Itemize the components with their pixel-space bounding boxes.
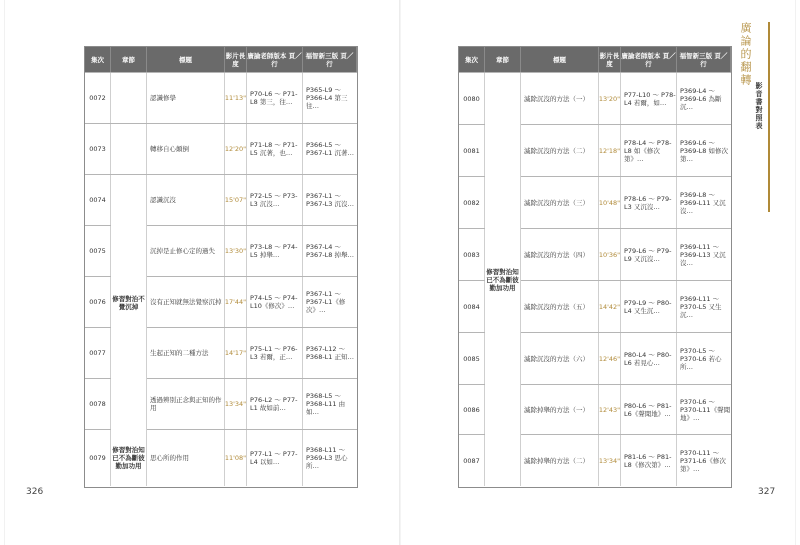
episode-cell: 0078 (85, 379, 111, 429)
old-page-cell: P79-L6 ～ P79-L9 又沉沒… (621, 229, 677, 280)
table-header (85, 47, 357, 73)
old-page-cell: P74-L5 ～ P74-L10《修次》… (247, 277, 303, 327)
new-page-cell: P369-L11 ～ P370-L5 又生沉… (680, 294, 722, 319)
episode-cell: 0072 (85, 73, 111, 123)
duration-cell: 12'18" (599, 125, 621, 176)
header-old-page: 廣論老師版本 頁／行 (247, 47, 303, 72)
episode-cell: 0084 (459, 281, 485, 332)
table-row (85, 73, 357, 124)
title-cell: 生起正知的二種方法 (147, 328, 225, 378)
header-new-page: 福智新三版 頁／行 (303, 47, 357, 72)
chapter-cell (111, 124, 147, 174)
episode-cell: 0085 (459, 333, 485, 384)
episode-cell: 0076 (85, 277, 111, 327)
header-episode: 集次 (85, 47, 111, 72)
title-cell: 滅除掉舉的方法（一） (521, 385, 599, 434)
old-page-cell: P76-L2 ～ P77-L1 故如前… (247, 379, 303, 429)
page-number-right: 327 (758, 487, 776, 497)
new-page-cell: P367-L1 ～ P367-L3 沉沒… (306, 192, 354, 208)
new-page-cell: P369-L4 ～ P369-L6 為斷沉… (680, 86, 722, 111)
left-page-edge (4, 0, 5, 545)
header-episode: 集次 (459, 47, 485, 72)
episode-cell: 0075 (85, 226, 111, 276)
duration-cell: 17'44" (225, 277, 247, 327)
duration-cell: 13'20" (599, 73, 621, 124)
new-page-cell: P370-L11 ～ P371-L6《修次第》… (680, 448, 726, 473)
duration-cell: 12'46" (599, 333, 621, 384)
table-header (459, 47, 731, 73)
duration-cell: 14'17" (225, 328, 247, 378)
title-accent-bar (768, 22, 770, 212)
header-duration: 影片長度 (225, 47, 247, 72)
title-cell: 滅除沉沒的方法（二） (521, 125, 599, 176)
duration-cell: 10'48" (599, 177, 621, 228)
header-duration: 影片長度 (599, 47, 621, 72)
title-cell: 滅除沉沒的方法（四） (521, 229, 599, 280)
duration-cell: 13'34" (225, 379, 247, 429)
page-number-left: 326 (26, 487, 44, 497)
new-page-cell: P370-L5 ～ P370-L6 若心所… (680, 346, 722, 371)
new-page-cell: P369-L11 ～ P369-L13 又沉沒… (680, 242, 726, 267)
title-cell: 沒有正知就無法覺察沉掉 (147, 277, 225, 327)
new-page-cell: P370-L6 ～ P370-L11《聲聞地》… (680, 397, 731, 422)
episode-cell: 0081 (459, 125, 485, 176)
episode-cell: 0079 (85, 430, 111, 486)
old-page-cell: P77-L10 ～ P78-L4 若爾，如… (621, 73, 677, 124)
old-page-cell: P75-L1 ～ P76-L3 若爾，正… (247, 328, 303, 378)
title-cell: 滅除沉沒的方法（五） (521, 281, 599, 332)
right-table (458, 46, 732, 488)
new-page-cell: P367-L4 ～ P367-L8 掉舉… (306, 243, 354, 259)
duration-cell: 13'34" (599, 435, 621, 486)
old-page-cell: P79-L9 ～ P80-L4 又生沉… (621, 281, 677, 332)
book-subtitle: 影音書對照表 (755, 82, 763, 130)
old-page-cell: P71-L8 ～ P71-L5 沉著，也… (247, 124, 303, 174)
old-page-cell: P80-L4 ～ P80-L6 若見心… (621, 333, 677, 384)
table-row (85, 124, 357, 175)
old-page-cell: P81-L6 ～ P81-L8《修次第》… (621, 435, 677, 486)
old-page-cell: P78-L4 ～ P78-L8 如《修次第》… (621, 125, 677, 176)
table-row (85, 430, 357, 486)
old-page-cell: P80-L6 ～ P81-L6《聲聞地》… (621, 385, 677, 434)
duration-cell: 10'36" (599, 229, 621, 280)
header-title: 標題 (147, 47, 225, 72)
book-spine (399, 0, 401, 545)
old-page-cell: P70-L6 ～ P71-L8 第三，往… (247, 73, 303, 123)
title-cell: 滅除掉舉的方法（二） (521, 435, 599, 486)
old-page-cell: P72-L5 ～ P73-L3 沉沒… (247, 175, 303, 225)
duration-cell: 12'43" (599, 385, 621, 434)
header-title: 標題 (521, 47, 599, 72)
title-cell: 轉移自心顛倒 (147, 124, 225, 174)
side-title (737, 22, 771, 222)
header-old-page: 廣論老師版本 頁／行 (621, 47, 677, 72)
header-new-page: 福智新三版 頁／行 (677, 47, 731, 72)
section-label: 修習對治不覺沉掉 (111, 175, 147, 430)
title-cell: 滅除沉沒的方法（六） (521, 333, 599, 384)
header-chapter: 章節 (485, 47, 521, 72)
episode-cell: 0080 (459, 73, 485, 124)
title-cell: 思心所的作用 (147, 430, 225, 486)
old-page-cell: P78-L6 ～ P79-L3 又沉沒… (621, 177, 677, 228)
new-page-cell: P369-L6 ～ P369-L8 如修次第… (680, 138, 728, 163)
duration-cell: 15'07" (225, 175, 247, 225)
new-page-cell: P369-L8 ～ P369-L11 又沉沒… (680, 190, 726, 215)
episode-cell: 0087 (459, 435, 485, 486)
duration-cell: 13'30" (225, 226, 247, 276)
right-page-edge (795, 0, 796, 545)
episode-cell: 0083 (459, 229, 485, 280)
new-page-cell: P367-L12 ～ P368-L1 正知… (306, 345, 354, 361)
new-page-cell: P368-L5 ～ P368-L11 由如… (306, 392, 346, 416)
title-cell: 滅除沉沒的方法（三） (521, 177, 599, 228)
episode-cell: 0082 (459, 177, 485, 228)
title-cell: 沉掉是止修心定的過失 (147, 226, 225, 276)
episode-cell: 0074 (85, 175, 111, 225)
old-page-cell: P77-L1 ～ P77-L4 以如… (247, 430, 303, 486)
new-page-cell: P365-L9 ～ P366-L4 第三往… (306, 86, 348, 110)
left-table (84, 46, 358, 488)
duration-cell: 12'20" (225, 124, 247, 174)
episode-cell: 0077 (85, 328, 111, 378)
duration-cell: 11'08" (225, 430, 247, 486)
chapter-cell (111, 73, 147, 123)
section-label: 修習對治知已不為斷彼勤加功用 (485, 73, 521, 486)
title-cell: 認識沉沒 (147, 175, 225, 225)
new-page-cell: P368-L11 ～ P369-L3 思心所… (306, 446, 348, 470)
duration-cell: 11'13" (225, 73, 247, 123)
episode-cell: 0086 (459, 385, 485, 434)
duration-cell: 14'42" (599, 281, 621, 332)
header-chapter: 章節 (111, 47, 147, 72)
book-title-calligraphy: 廣論的翻轉 (739, 22, 752, 87)
title-cell: 認識修學 (147, 73, 225, 123)
chapter-cell: 修習對治知已不為斷彼勤加功用 (111, 430, 147, 486)
title-cell: 透過辨別正念與正知的作用 (147, 379, 225, 429)
new-page-cell: P366-L5 ～ P367-L1 沉著… (306, 141, 354, 157)
episode-cell: 0073 (85, 124, 111, 174)
old-page-cell: P73-L8 ～ P74-L5 掉舉… (247, 226, 303, 276)
new-page-cell: P367-L1 ～ P367-L1《修次》… (306, 290, 346, 314)
title-cell: 滅除沉沒的方法（一） (521, 73, 599, 124)
